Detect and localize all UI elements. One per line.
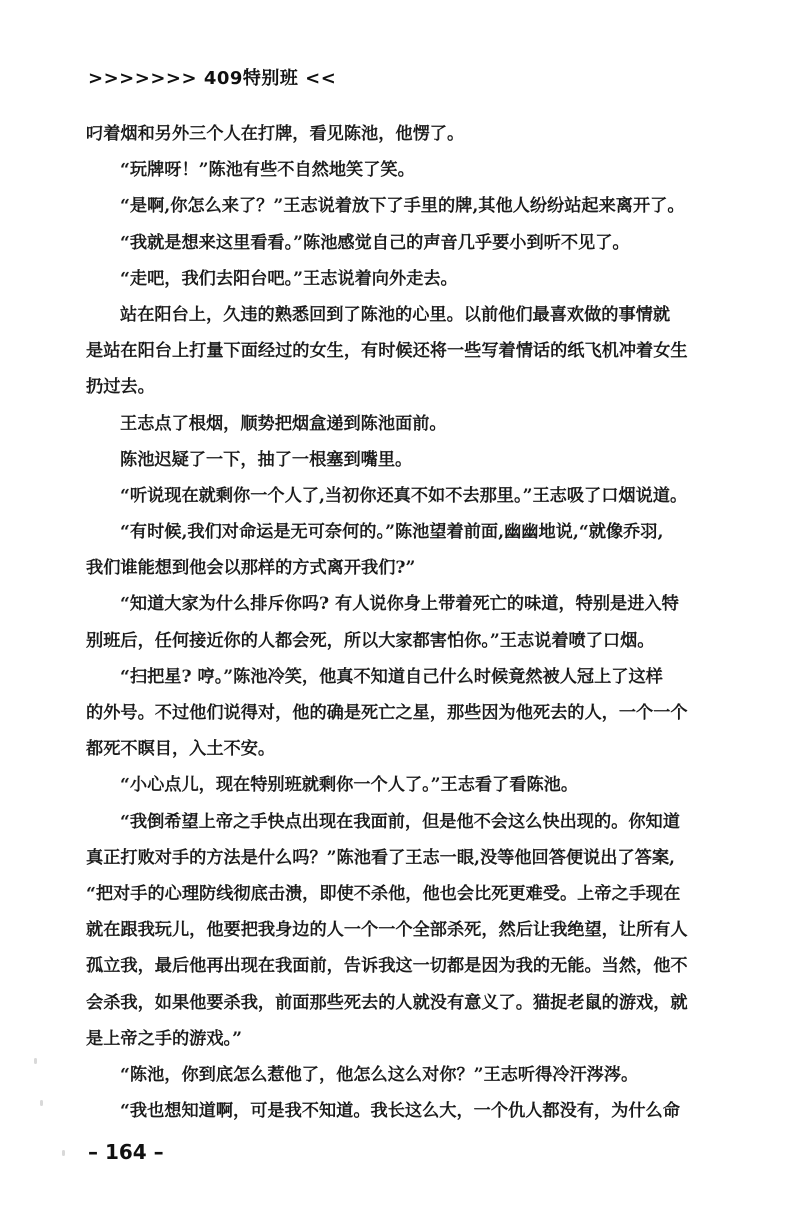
body-text xyxy=(86,116,712,1129)
text-line: “小心点儿，现在特别班就剩你一个人了。”王志看了看陈池。 xyxy=(120,775,579,796)
text-line: 站在阳台上，久违的熟悉回到了陈池的心里。以前他们最喜欢做的事情就 xyxy=(120,304,671,325)
text-line: 叼着烟和另外三个人在打牌，看见陈池，他愣了。 xyxy=(86,124,465,144)
text-line: “知道大家为什么排斥你吗? 有人说你身上带着死亡的味道，特别是进入特 xyxy=(120,594,679,615)
text-line: “扫把星? 哼。”陈池冷笑，他真不知道自己什么时候竟然被人冠上了这样 xyxy=(120,666,663,687)
text-line: 是上帝之手的游戏。” xyxy=(86,1028,242,1049)
scan-speck xyxy=(34,1058,37,1064)
text-line: “是啊,你怎么来了？”王志说着放下了手里的牌,其他人纷纷站起来离开了。 xyxy=(120,196,685,217)
text-line: 是站在阳台上打量下面经过的女生，有时候还将一些写着情话的纸飞机冲着女生 xyxy=(86,341,688,362)
text-line: “有时候,我们对命运是无可奈何的。”陈池望着前面,幽幽地说,“就像乔羽, xyxy=(120,522,664,543)
text-line: 孤立我，最后他再出现在我面前，告诉我这一切都是因为我的无能。当然，他不 xyxy=(86,956,688,977)
text-line: 都死不瞑目，入土不安。 xyxy=(86,739,276,760)
text-line: 扔过去。 xyxy=(86,377,155,398)
text-line: 的外号。不过他们说得对，他的确是死亡之星，那些因为他死去的人，一个一个 xyxy=(86,703,688,723)
text-line: 陈池迟疑了一下，抽了一根塞到嘴里。 xyxy=(120,449,413,470)
text-line: “陈池，你到底怎么惹他了，他怎么这么对你？”王志听得冷汗涔涔。 xyxy=(120,1064,639,1085)
text-line: 会杀我，如果他要杀我，前面那些死去的人就没有意义了。猫捉老鼠的游戏，就 xyxy=(86,992,688,1013)
text-line: “把对手的心理防线彻底击溃，即使不杀他，他也会比死更难受。上帝之手现在 xyxy=(86,883,681,904)
text-line: “走吧，我们去阳台吧。”王志说着向外走去。 xyxy=(120,268,458,289)
running-head: >>>>>>> 409特别班 << xyxy=(88,68,337,89)
page-number: – 164 – xyxy=(88,1140,164,1164)
text-line: “我也想知道啊，可是我不知道。我长这么大，一个仇人都没有，为什么命 xyxy=(120,1101,680,1122)
text-line: “听说现在就剩你一个人了,当初你还真不如不去那里。”王志吸了口烟说道。 xyxy=(120,485,688,506)
text-line: 我们谁能想到他会以那样的方式离开我们?” xyxy=(86,558,416,579)
text-line: 真正打败对手的方法是什么吗？”陈池看了王志一眼,没等他回答便说出了答案, xyxy=(86,847,676,868)
text-line: “我就是想来这里看看。”陈池感觉自己的声音几乎要小到听不见了。 xyxy=(120,232,630,253)
scan-speck xyxy=(62,1150,65,1156)
text-line: 就在跟我玩儿，他要把我身边的人一个一个全部杀死，然后让我绝望，让所有人 xyxy=(86,920,688,941)
text-line: 别班后，任何接近你的人都会死，所以大家都害怕你。”王志说着喷了口烟。 xyxy=(86,630,655,651)
text-line: 王志点了根烟，顺势把烟盒递到陈池面前。 xyxy=(120,413,447,434)
text-line: “玩牌呀！”陈池有些不自然地笑了笑。 xyxy=(120,160,415,181)
text-line: “我倒希望上帝之手快点出现在我面前，但是他不会这么快出现的。你知道 xyxy=(120,811,680,832)
scan-speck xyxy=(40,1100,43,1106)
